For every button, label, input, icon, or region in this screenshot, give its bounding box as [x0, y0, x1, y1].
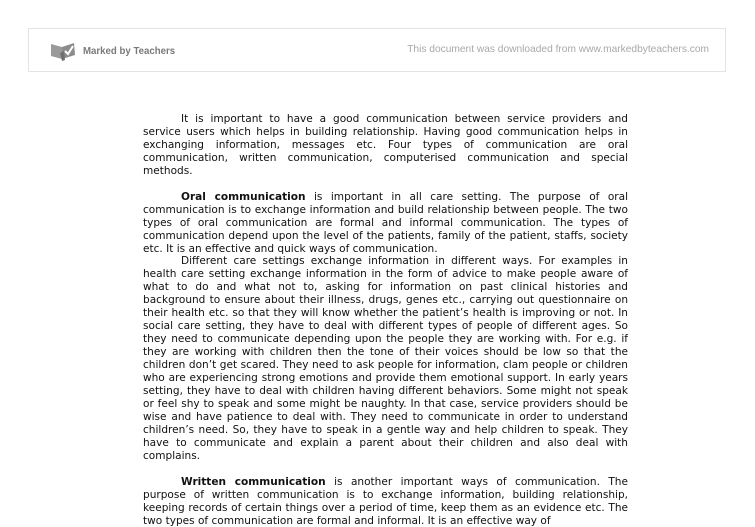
written-communication-paragraph — [143, 476, 628, 527]
section-heading-written: Written communication — [181, 475, 326, 488]
paragraph-text: Different care settings exchange information in different ways. For examples in health care setting exchange information in the form of advice to make people aware of what to do and what not to, asking for information on past clinical histories and background to ensure about their illness, drugs, genes etc., carrying out questionnaire on their health etc. so that they will know whether the patient’s health is improving or not. In social care setting, they have to deal with different types of people of different ages. So they need to communicate depending upon the people they are working with. For e.g. if they are working with children then the tone of their voices should be low so that the children don’t get scared. They need to ask people for information, clam people or children who are experiencing strong emotions and provide them emotional support. In early years setting, they have to deal with children having different behaviors. Some might not speak or feel shy to speak and some might be naughty. In that case, service providers should be wise and have patience to deal with. They need to communicate in order to understand children’s need. So, they have to speak in a gentle way and help children to speak. They have to communicate and explain a parent about their children and also deal with complains. — [143, 255, 628, 462]
document-body — [143, 113, 628, 527]
open-book-check-icon — [50, 41, 80, 61]
section-heading-oral: Oral communication — [181, 190, 306, 203]
paragraph-text: It is important to have a good communication between service providers and service users which helps in building relationship. Having good communication helps in exchanging information, messages etc. Four types of communication are oral communication, written communication, computerised communication and special methods. — [143, 113, 628, 177]
download-source-note: This document was downloaded from www.markedbyteachers.com — [407, 44, 709, 55]
paragraph-text: is another important ways of communication. The purpose of written communication is to exchange information, building relationship, keeping records of certain things over a period of time, keep them as an evidence etc. The two types of communication are formal and informal. It is an effective way of — [143, 475, 628, 527]
care-settings-paragraph — [143, 255, 628, 462]
paragraph-text: is important in all care setting. The purpose of oral communication is to exchange information and build relationship between people. The two types of oral communication are formal and informal communication. The types of communication depend upon the level of the patients, family of the patient, staffs, society etc. It is an effective and quick ways of communication. — [143, 190, 629, 255]
oral-communication-paragraph — [143, 191, 628, 256]
download-banner — [28, 28, 726, 72]
marked-by-teachers-logo[interactable] — [50, 41, 183, 61]
logo-text: Marked by Teachers — [83, 45, 176, 57]
intro-paragraph — [143, 113, 628, 178]
